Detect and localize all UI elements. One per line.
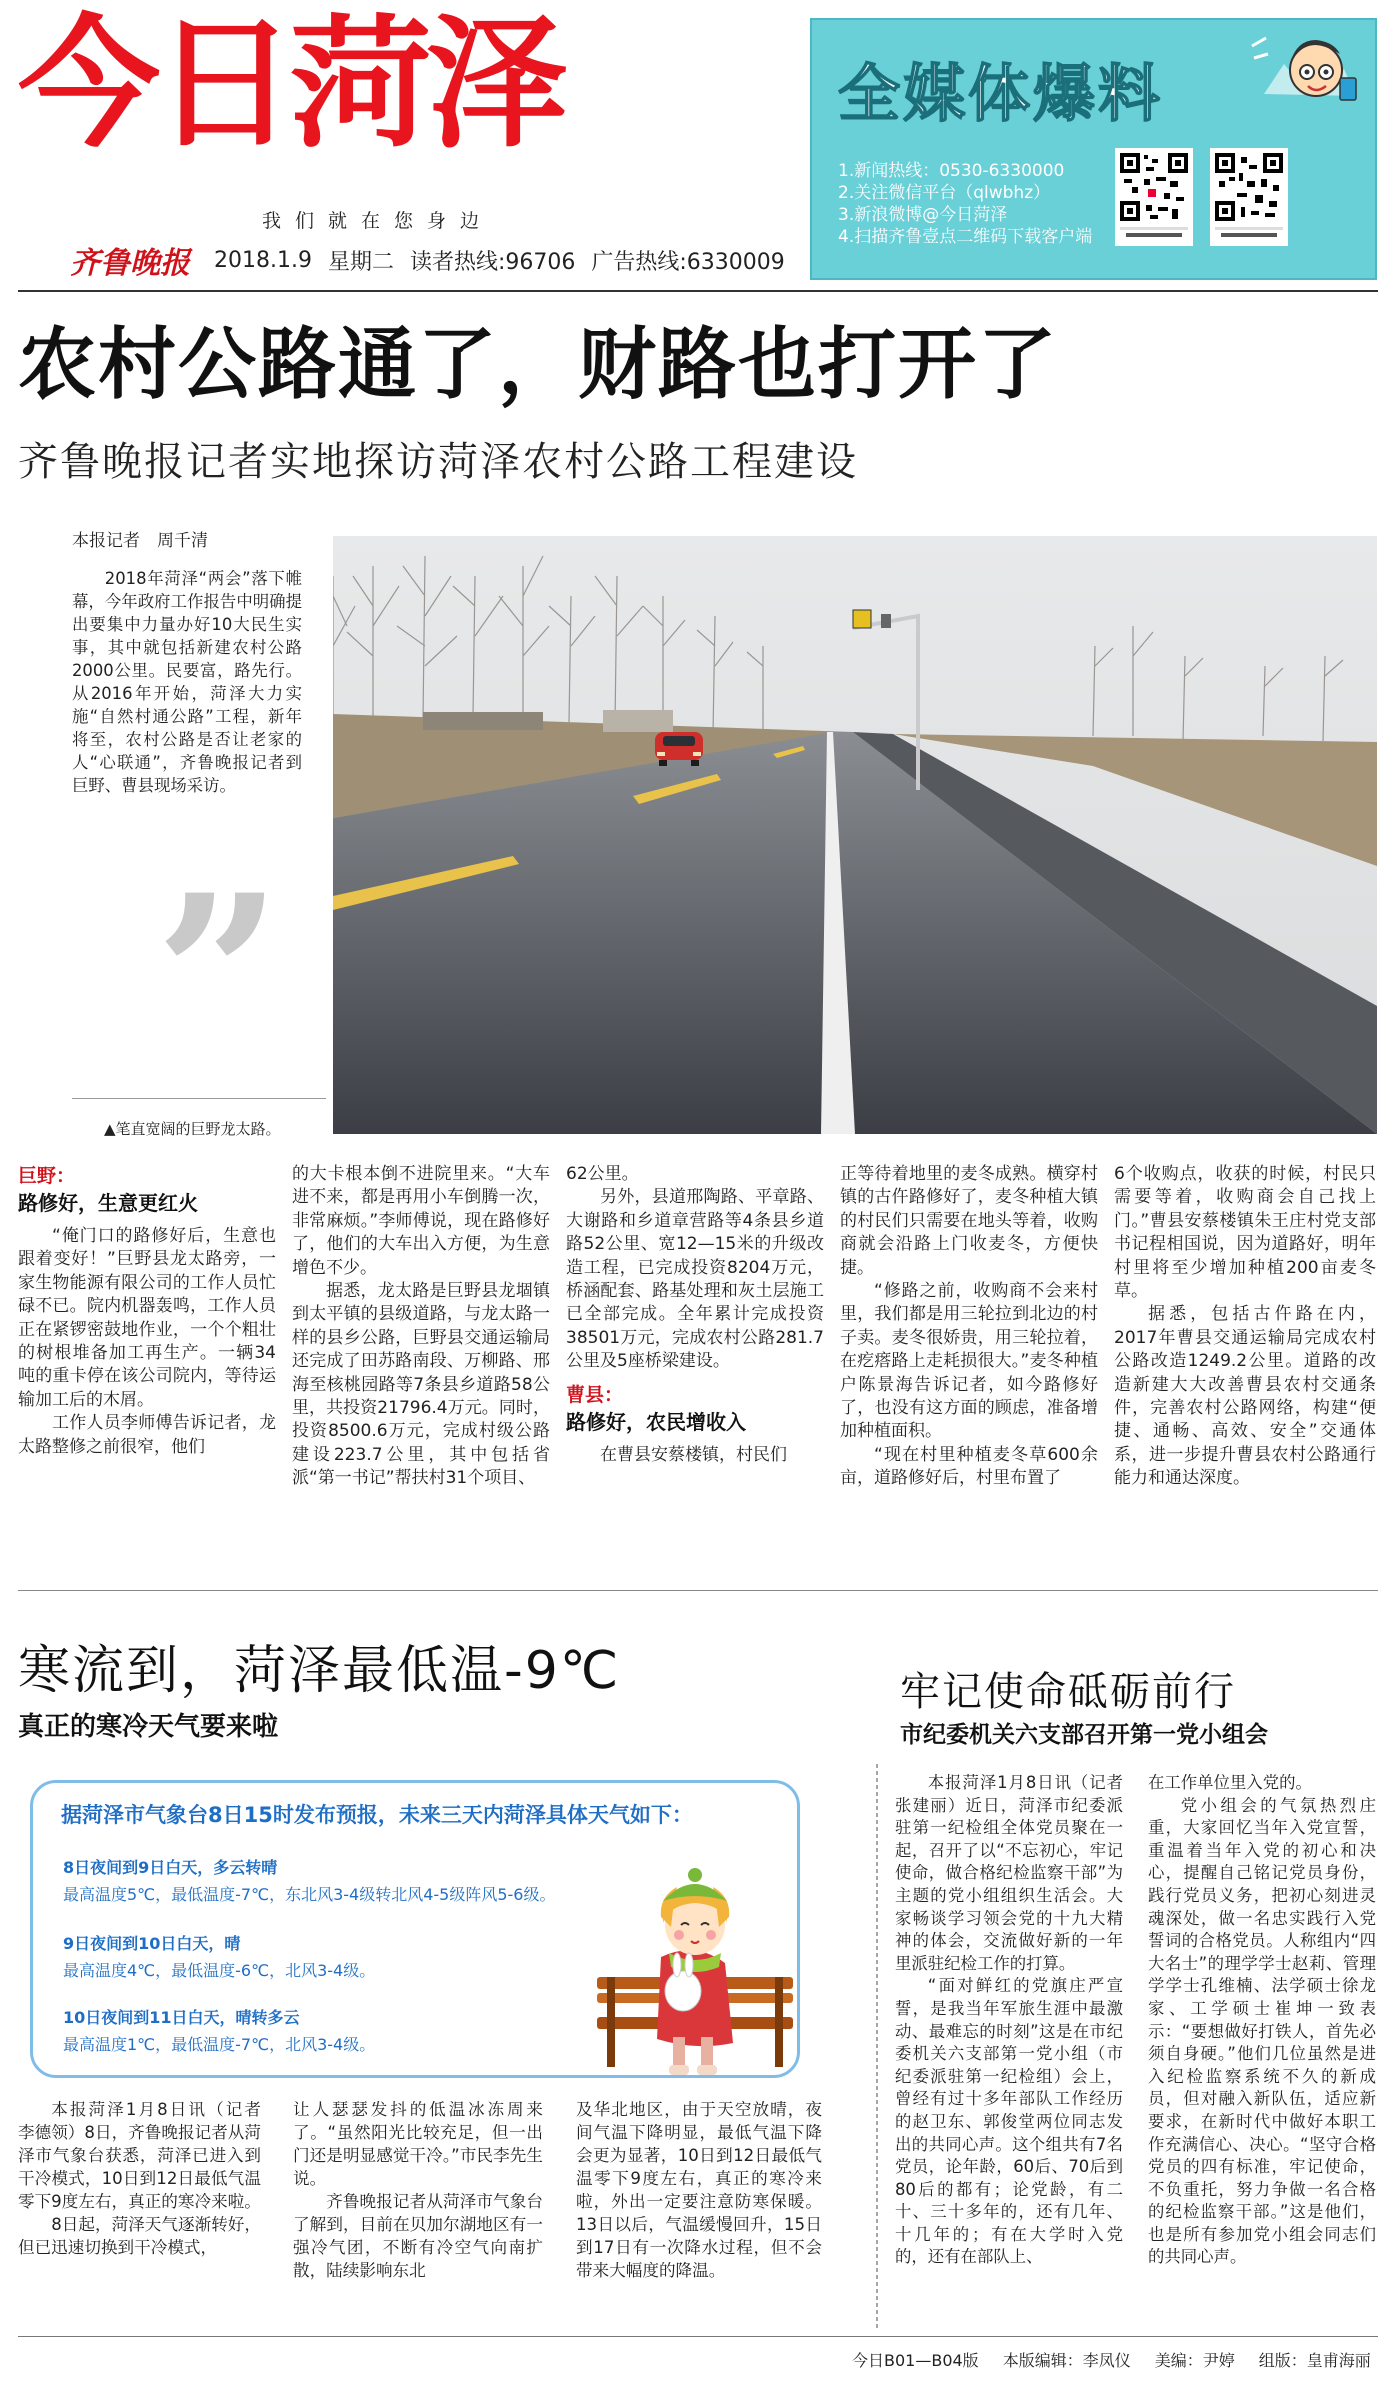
section-divider [18, 1590, 1378, 1591]
promo-item-wechat: 2.关注微信平台（qlwbhz） [838, 183, 1051, 203]
paragraph: 让人瑟瑟发抖的低温冰冻周来了。“虽然阳光比较充足，但一出门还是明显感觉干冷。”市民李先生说。 [293, 2100, 543, 2188]
story-divider [876, 1764, 878, 2328]
cold-story-column-2 [293, 2098, 543, 2282]
paragraph: 齐鲁晚报记者从菏泽市气象台了解到，目前在贝加尔湖地区有一强冷气团，不断有冷空气向南扩散，陆续影响东北 [293, 2192, 543, 2280]
forecast-title: 据菏泽市气象台8日15时发布预报，未来三天内菏泽具体天气如下： [61, 1803, 693, 1827]
paragraph: 62公里。 [566, 1164, 639, 1184]
main-headline: 农村公路通了，财路也打开了 [18, 320, 1059, 410]
reader-hotline: 读者热线:96706 [409, 249, 576, 275]
discipline-column-1 [895, 1772, 1140, 2269]
discipline-story-subheadline: 市纪委机关六支部召开第一党小组会 [900, 1722, 1268, 1748]
cartoon-boy-illustration [1244, 24, 1364, 124]
forecast-day-1 [63, 1855, 555, 1905]
girl-on-bench-illustration [577, 1867, 800, 2078]
paragraph: 据悉，包括古仵路在内，2017年曹县交通运输局完成农村公路改造1249.2公里。道路的改造新建大大改善曹县农村交通条件，完善农村公路网络，构建“便捷、通畅、高效、安全”交通体系，进一步提升曹县农村公路通行能力和通达深度。 [1114, 1304, 1376, 1489]
footer-designer: 美编：尹婷 [1154, 2351, 1235, 2370]
quote-mark-icon: ” [155, 846, 282, 1105]
article-column-3 [566, 1163, 824, 1467]
paragraph: “修路之前，收购商不会来村里，我们都是用三轮拉到北边的村子卖。麦冬很娇贵，用三轮拉着，在疙瘩路上走耗损很大。”麦冬种植户陈景海告诉记者，如今路修好了，也没有这方面的顾虑，准备增加种植面积。 [840, 1281, 1098, 1442]
forecast-day-2 [63, 1931, 375, 1981]
paragraph: 党小组会的气氛热烈庄重，大家回忆当年入党宣誓，重温着当年入党的初心和决心，提醒自己铭记党员身份，践行党员义务，把初心刻进灵魂深处，做一名忠实践行入党誓词的合格党员。人称组内“四大名士”的理学学士赵莉、管理学学士孔维楠、法学硕士徐龙家、工学硕士崔坤一致表示：“要想做好打铁人，首先必须自身硬。”他们几位虽然是进入纪检监察系统不久的新成员，但对融入新队伍，适应新要求，在新时代中做好本职工作充满信心、决心。“坚守合格党员的四有标准，牢记使命，不负重托，努力争做一名合格的纪检监察干部。”这是他们，也是所有参加党小组会同志们的共同心声。 [1148, 1795, 1376, 2267]
promo-item-weibo: 3.新浪微博@今日菏泽 [838, 205, 1008, 225]
article-column-5 [1114, 1163, 1376, 1491]
discipline-story-headline: 牢记使命砥砺前行 [900, 1669, 1236, 1715]
discipline-column-2 [1148, 1772, 1376, 2269]
paragraph: 本报菏泽1月8日讯（记者 张建丽）近日，菏泽市纪委派驻第一纪检组全体党员聚在一起，召开了以“不忘初心，牢记使命，做合格纪检监察干部”为主题的党小组组织生活会。大家畅谈学习领会党的十九大精神的体会，交流做好新的一年里派驻纪检工作的打算。 [895, 1773, 1140, 1973]
cold-story-headline: 寒流到，菏泽最低温-9℃ [18, 1641, 621, 1701]
section-sub-juye: 路修好，生意更红火 [18, 1191, 198, 1215]
forecast-day-detail: 最高温度5℃，最低温度-7℃，东北风3-4级转北风4-5级阵风5-6级。 [63, 1885, 556, 1904]
road-photo [333, 536, 1377, 1134]
page-footer [852, 2348, 1371, 2371]
footer-editor: 本版编辑：李凤仪 [1002, 2351, 1131, 2370]
cold-story-subheadline: 真正的寒冷天气要来啦 [18, 1712, 279, 1742]
promo-contact-list [838, 160, 1092, 248]
ad-hotline: 广告热线:6330009 [591, 249, 785, 275]
forecast-day-label: 10日夜间到11日白天，晴转多云 [63, 2008, 300, 2027]
cold-story-column-1 [18, 2098, 278, 2259]
article-column-2 [292, 1163, 550, 1491]
qr-code-app [1210, 148, 1288, 246]
intro-byline: 本报记者 周千清 [72, 531, 208, 551]
footer-proofreader: 组版：皇甫海丽 [1258, 2351, 1371, 2370]
paragraph: 本报菏泽1月8日讯（记者 李德领）8日，齐鲁晚报记者从菏泽市气象台获悉，菏泽已进入到干冷模式，10日到12日最低气温零下9度左右，真正的寒冷来啦。 [18, 2100, 278, 2211]
masthead-title: 今日菏泽 [18, 2, 562, 167]
qr-code-wechat [1115, 148, 1193, 246]
promo-title: 全媒体爆料 [838, 57, 1164, 130]
paragraph: 在工作单位里入党的。 [1148, 1773, 1312, 1792]
footer-pages: 今日B01—B04版 [852, 2351, 979, 2370]
main-subheadline: 齐鲁晚报记者实地探访菏泽农村公路工程建设 [18, 439, 858, 485]
paragraph: 在曹县安蔡楼镇，村民们 [600, 1444, 787, 1465]
promo-box [810, 18, 1377, 280]
paragraph: 及华北地区，由于天空放晴，夜间气温下降明显，最低气温下降会更为显著，10日到12日最低气温零下9度左右，真正的寒冷来啦，外出一定要注意防寒保暖。13日以后，气温缓慢回升，15日到17日有一次降水过程，但不会带来大幅度的降温。 [576, 2100, 822, 2280]
promo-item-hotline: 1.新闻热线：0530-6330000 [838, 161, 1065, 181]
intro-body: 2018年菏泽“两会”落下帷幕，今年政府工作报告中明确提出要集中力量办好10大民生实事，其中就包括新建农村公路2000公里。民要富，路先行。从2016年开始，菏泽大力实施“自然村通公路”工程，新年将至，农村公路是否让老家的人“心联通”，齐鲁晚报记者到巨野、曹县现场采访。 [72, 569, 302, 795]
article-intro [72, 530, 302, 797]
forecast-day-detail: 最高温度4℃，最低温度-6℃，北风3-4级。 [63, 1961, 376, 1980]
paragraph: 工作人员李师傅告诉记者，龙太路整修之前很窄，他们 [18, 1413, 276, 1457]
masthead-slogan: 我们就在您身边 [262, 210, 494, 232]
issue-date: 2018.1.9 [214, 247, 312, 273]
partner-logo: 齐鲁晚报 [70, 246, 190, 281]
paragraph: 另外，县道邢陶路、平章路、大谢路和乡道章营路等4条县乡道路52公里、宽12—15米的升级改造工程，已完成投资8204万元，桥涵配套、路基处理和灰土层施工已全部完成。全年累计完成投资38501万元，完成农村公路281.7公里及5座桥梁建设。 [566, 1187, 824, 1372]
article-column-4 [840, 1163, 1098, 1491]
article-column-1 [18, 1163, 276, 1459]
masthead [0, 0, 1395, 292]
paragraph: “俺门口的路修好后，生意也跟着变好！”巨野县龙太路旁，一家生物能源有限公司的工作人员忙碌不已。院内机器轰鸣，工作人员正在紧锣密鼓地作业，一个个粗壮的树根堆备加工再生产。一辆34吨的重卡停在该公司院内，等待运输加工后的木屑。 [18, 1226, 276, 1410]
paragraph: 8日起，菏泽天气逐渐转好，但已迅速切换到干冷模式， [18, 2215, 261, 2257]
paragraph: 6个收购点，收获的时候，村民只需要等着，收购商会自己找上门。”曹县安蔡楼镇朱王庄村党支部书记程相国说，因为道路好，明年村里将至少增加种植200亩麦冬草。 [1114, 1164, 1376, 1302]
photo-caption: ▲笔直宽阔的巨野龙太路。 [104, 1120, 281, 1138]
forecast-day-detail: 最高温度1℃，最低温度-7℃，北风3-4级。 [63, 2035, 376, 2054]
masthead-info-line [70, 240, 785, 280]
section-title-juye: 巨野： [18, 1165, 76, 1187]
masthead-divider [18, 290, 1378, 292]
paragraph: 的大卡根本倒不进院里来。“大车进不来，都是再用小车倒腾一次，非常麻烦。”李师傅说，现在路修好了，他们的大车出入方便，为生意增色不少。 [292, 1164, 550, 1278]
section-title-caoxian: 曹县： [566, 1383, 624, 1406]
promo-item-app: 4.扫描齐鲁壹点二维码下载客户端 [838, 227, 1093, 247]
forecast-day-3 [63, 2005, 375, 2055]
intro-divider [72, 1098, 326, 1099]
issue-weekday: 星期二 [327, 249, 394, 275]
forecast-day-label: 8日夜间到9日白天，多云转晴 [63, 1858, 278, 1877]
footer-divider [18, 2336, 1378, 2337]
forecast-day-label: 9日夜间到10日白天，晴 [63, 1934, 241, 1953]
paragraph: “面对鲜红的党旗庄严宣誓，是我当年军旅生涯中最激动、最难忘的时刻”这是在市纪委机关六支部第一党小组（市纪委派驻第一纪检组）会上，曾经有过十多年部队工作经历的赵卫东、郭俊堂两位同志发出的共同心声。这个组共有7名党员，论年龄，60后、70后到80后的都有；论党龄，有二十、三十多年的，还有几年、十几年的；有在大学时入党的，还有在部队上、 [895, 1976, 1123, 2267]
cold-story-column-3 [576, 2098, 822, 2282]
section-sub-caoxian: 路修好，农民增收入 [566, 1409, 746, 1434]
paragraph: “现在村里种植麦冬草600余亩，道路修好后，村里布置了 [840, 1444, 1098, 1489]
forecast-box [30, 1780, 800, 2078]
paragraph: 据悉，龙太路是巨野县龙堌镇到太平镇的县级道路，与龙太路一样的县乡公路，巨野县交通运输局还完成了田苏路南段、万柳路、邢海至核桃园路等7条县乡道路58公里，共投资21796.4万元。同时，投资8500.6万元，完成村级公路建设223.7公里，其中包括省派“第一书记”帮扶村31个项目、 [292, 1281, 550, 1489]
paragraph: 正等待着地里的麦冬成熟。横穿村镇的古仵路修好了，麦冬种植大镇的村民们只需要在地头等着，收购商就会沿路上门收麦冬，方便快捷。 [840, 1164, 1098, 1278]
